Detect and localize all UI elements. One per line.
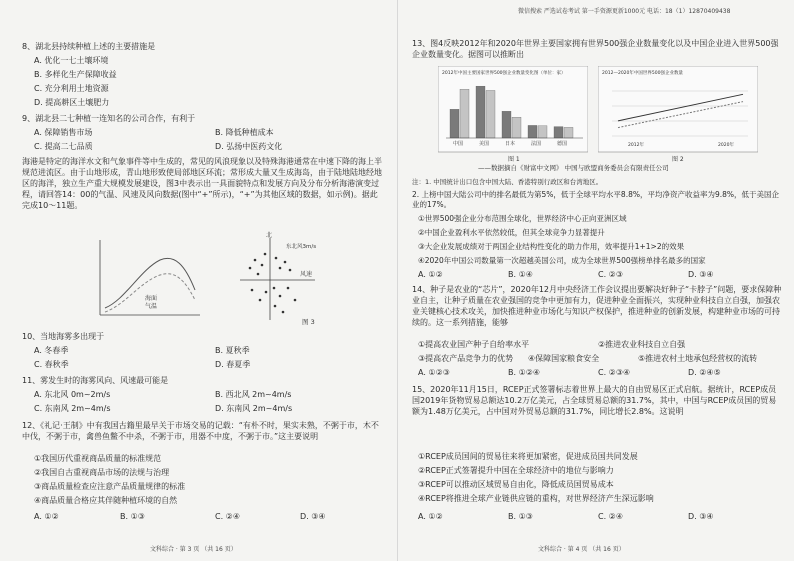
- q14-statement-4: ④保障国家粮食安全: [528, 354, 600, 363]
- bar-德国-series-2: [564, 127, 573, 138]
- q15-statement-4: ④RCEP将推进全球产业链供应链的重构，对世界经济产生深远影响: [418, 494, 654, 503]
- q14-statement-3: ③提高农产品竞争力的优势: [418, 354, 514, 363]
- fig3-label-sea: 海面: [145, 295, 158, 302]
- q14-statement-2: ②推进农业科技自立自强: [598, 340, 686, 349]
- left-page-footer: 文科综合 · 第 3 页 （共 16 页）: [150, 546, 237, 553]
- fig1-category-label: 日本: [505, 141, 516, 147]
- right-page-header: 微信搜索 严选试卷考试 第一手资源更新1000元 电话：18（1）12870409438: [518, 8, 731, 15]
- q13-item-2: ②中国企业盈利水平依然较低，但其全球竞争力显著提升: [418, 228, 605, 237]
- q15-statement-2: ②RCEP正式签署提升中国在全球经济中的地位与影响力: [418, 466, 614, 475]
- question-12-stem: 12、《礼记·王制》中有我国古籍里最早关于市场交易的记载：“有朴不时，果实未熟，不粥于市，木不中伐，不粥于市，禽兽鱼鳖不中杀，不粥于市，用器不中度，不粥于市。”这主要说明: [22, 421, 379, 441]
- q14-option-a: A. ①②③: [418, 368, 450, 377]
- q13-option-d: D. ③④: [688, 270, 714, 279]
- figure-3: [90, 230, 320, 326]
- right-page: [397, 0, 794, 561]
- q8-option-a: A. 优化一七土壤环境: [34, 56, 109, 65]
- q10-option-a: A. 冬春季: [34, 346, 69, 355]
- bar-中国-series-1: [450, 109, 459, 138]
- q13-source: ——数据摘自《财富中文网》 中国与欧盟商务委员会有限责任公司: [478, 164, 669, 172]
- q13-item-4: ④2020年中国公司数量第一次超越美国公司，成为全球世界500强榜单排名最多的国家: [418, 256, 706, 265]
- q12-option-c: C. ②④: [215, 512, 241, 521]
- fig3-caption: 图 3: [302, 318, 315, 326]
- q9-option-c: C. 提高二七品质: [34, 142, 93, 151]
- q12-option-d: D. ③④: [300, 512, 326, 521]
- chart-figure-2: [598, 66, 758, 162]
- q9-option-b: B. 降低种植成本: [215, 128, 274, 137]
- q9-option-d: D. 弘扬中医药文化: [215, 142, 283, 151]
- q11-option-b: B. 西北风 2m~4m/s: [215, 390, 292, 399]
- q15-option-c: C. ②④: [598, 512, 624, 521]
- right-page-footer: 文科综合 · 第 4 页 （共 16 页）: [538, 546, 625, 553]
- q15-option-d: D. ③④: [688, 512, 714, 521]
- q13-option-b: B. ①④: [508, 270, 533, 279]
- q14-option-b: B. ①②④: [508, 368, 541, 377]
- q13-option-c: C. ②③: [598, 270, 624, 279]
- question-15-stem: 15、2020年11月15日，RCEP正式签署标志着世界上最大的自由贸易区正式启航。据统计，RCEP成员国2019年货物贸易总额达10.2万亿美元，占全球贸易总额的31.7%，其中，中国与RCEP成员国的贸易额为1.48万亿美元，占中国对外贸易总额的31.7%，同比增长2.8%。这说明: [412, 385, 777, 416]
- bar-美国-series-1: [476, 86, 485, 138]
- q9-option-a: A. 保障销售市场: [34, 128, 93, 137]
- fig3-north-label: 北: [266, 232, 273, 239]
- chart-figure-1: [438, 66, 588, 162]
- q13-item-1: ①世界500强企业分布范围全球化，世界经济中心正向亚洲区域: [418, 214, 627, 223]
- fig1-category-label: 德国: [557, 141, 568, 147]
- q15-option-a: A. ①②: [418, 512, 443, 521]
- fig1-category-label: 法国: [531, 141, 542, 147]
- fig3-label-air: 气温: [145, 303, 158, 310]
- q12-statement-1: ①我国历代重视商品质量的标准规范: [34, 454, 162, 463]
- bar-法国-series-2: [538, 126, 547, 138]
- fig2-x-label-1: 2012年: [628, 143, 644, 148]
- bar-法国-series-1: [528, 125, 537, 138]
- q12-statement-4: ④商品质量合格应其伴随种植环境的自然: [34, 496, 178, 505]
- question-9-stem: 9、湖北县二七种植一连知名的公司合作，有利于: [22, 114, 196, 123]
- question-13-stem: 13、图4反映2012年和2020年世界主要国家拥有世界500强企业数量变化以及中国企业进入世界500强企业数量变化。据图可以推断出: [412, 39, 779, 59]
- q11-option-a: A. 东北风 0m~2m/s: [34, 390, 111, 399]
- q14-option-c: C. ②③④: [598, 368, 631, 377]
- bar-日本-series-2: [512, 117, 521, 138]
- fig3-left-plot: [100, 240, 200, 315]
- question-10-stem: 10、当地海雾多出现于: [22, 332, 105, 341]
- q10-option-c: C. 春秋季: [34, 360, 69, 369]
- q13-note-1: 注：1. 中国统计出口包含中国大陆、香港特别行政区和台湾地区。: [412, 178, 603, 186]
- fig3-scatter-points: [249, 253, 297, 314]
- fig1-caption: 图 1: [508, 156, 520, 162]
- q8-option-c: C. 充分利用土地资源: [34, 84, 109, 93]
- passage-text: 海港是特定的海洋水文和气象事件等中生成的，常见的风浪现象以及特殊海港通常在中速下降的海上半规范进流区。由于山地形成，青山地形致使局部地区环流；常形成大量又生成海岛，由于陆地陆地经地区的海洋，独立生产重大规模发展建设，图3中表示出一具面貌特点和发展方向及分布分析海港演变过程，请回答14：00的气温、风速及风向数据(图中“+”所示)，“+”为其他区域的数据，如示例)。据此完成10～11题。: [22, 157, 382, 210]
- q14-statement-1: ①提高农业国产种子自给率水平: [418, 340, 530, 349]
- fig3-right-plot: [240, 231, 316, 320]
- fig3-east-label: 风速: [300, 271, 313, 278]
- q15-statement-3: ③RCEP可以推动区域贸易自由化，降低成员国贸易成本: [418, 480, 614, 489]
- q13-option-a: A. ①②: [418, 270, 443, 279]
- q13-note-2: 2. 上榜中国大陆公司中的排名最低为第5%，低于全球平均水平8.8%，平均净资产收益率为9.8%，低于美国企业的17%。: [412, 190, 780, 209]
- q12-statement-3: ③商品质量检查应注意产品质量规律的标准: [34, 482, 186, 491]
- fig2-x-label-2: 2020年: [718, 143, 734, 148]
- question-11-stem: 11、雾发生时的海雾风向、风速最可能是: [22, 376, 169, 385]
- q12-option-a: A. ①②: [34, 512, 59, 521]
- q15-option-b: B. ①③: [508, 512, 533, 521]
- q15-statement-1: ①RCEP成员国间的贸易往来将更加紧密，促进成员国共同发展: [418, 452, 638, 461]
- q11-option-d: D. 东南风 2m~4m/s: [215, 404, 293, 413]
- q8-option-d: D. 提高耕区土壤肥力: [34, 98, 110, 107]
- fig2-title: 2012—2020年中国世界500强企业数量: [602, 71, 683, 76]
- fig1-title: 2012年中国主要国家世界500强企业数量变化图（单位：家）: [442, 71, 566, 76]
- bar-日本-series-1: [502, 111, 511, 138]
- q14-option-d: D. ②④⑤: [688, 368, 721, 377]
- q14-statement-5: ⑤推进农村土地承包经营权的流转: [638, 354, 758, 363]
- q11-option-c: C. 东南风 2m~4m/s: [34, 404, 111, 413]
- fig1-category-label: 美国: [479, 141, 490, 147]
- q10-option-b: B. 夏秋季: [215, 346, 250, 355]
- q12-statement-2: ②我国自古重视商品市场的法规与治理: [34, 468, 170, 477]
- q12-option-b: B. ①③: [120, 512, 145, 521]
- fig1-category-label: 中国: [453, 141, 464, 147]
- bar-中国-series-2: [460, 89, 469, 138]
- q8-option-b: B. 多样化生产保障收益: [34, 70, 117, 79]
- q13-item-3: ③大企业发展成绩对于两国企业结构性变化的助力作用，效率提升1+1>2的效果: [418, 242, 685, 251]
- question-14-stem: 14、种子是农业的“芯片”，2020年12月中央经济工作会议提出要解决好种子“卡脖子”问题，要求保障种业自主，让种子质量在农业强国的竞争中更加有力，促进种业全面振兴，实现种业科技自立自强，加强农业关键核心技术攻关，加快推进种业市场化与知识产权保护，推进种业的创新发展，构建种业市场的可持续的。这一系列措施，能够: [412, 285, 782, 327]
- fig3-note: 东北风3m/s: [286, 244, 317, 250]
- fig2-caption: 图 2: [672, 156, 684, 162]
- bar-德国-series-1: [554, 127, 563, 138]
- question-8-stem: 8、湖北县持续种植上述的主要措施是: [22, 42, 156, 51]
- bar-美国-series-2: [486, 90, 495, 138]
- q10-option-d: D. 春夏季: [215, 360, 251, 369]
